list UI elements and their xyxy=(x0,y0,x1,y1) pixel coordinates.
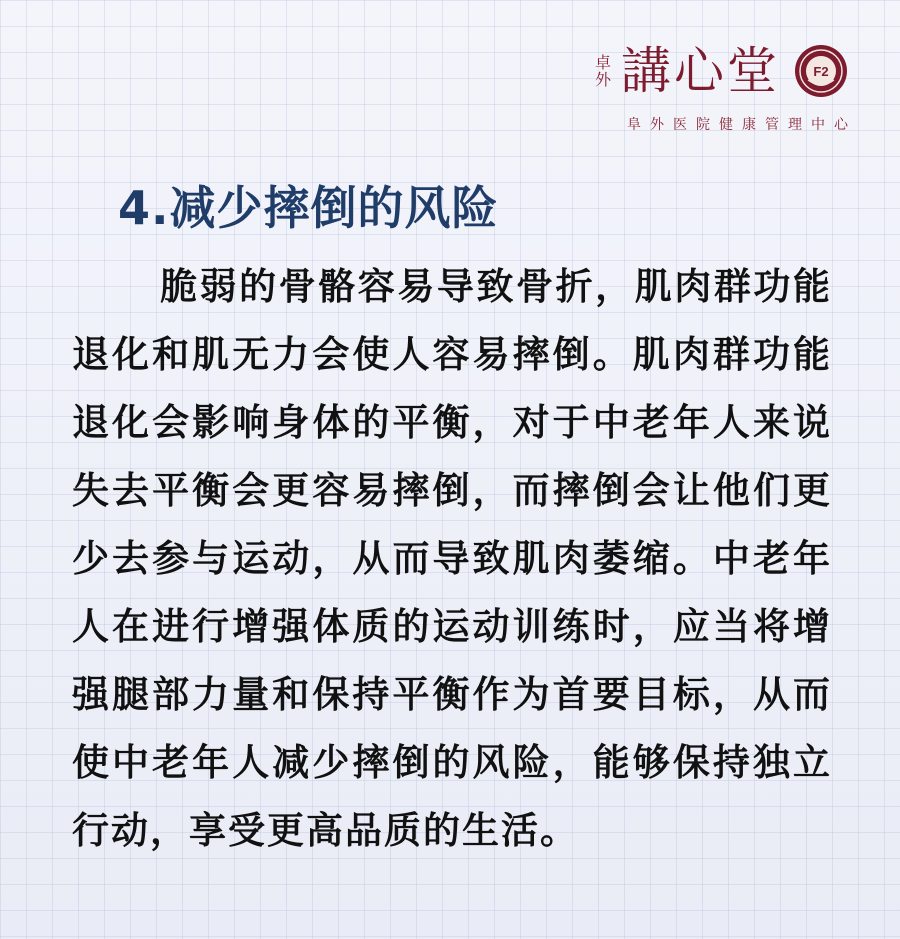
seal-label: F2 xyxy=(813,64,829,79)
brand-top-row xyxy=(578,40,848,102)
brand-subtitle: 阜外医院健康管理中心 xyxy=(627,117,857,133)
brand-small-mark xyxy=(595,54,611,88)
section-heading: 4.减少摔倒的风险 xyxy=(118,181,499,235)
brand-logo xyxy=(578,40,857,134)
body-paragraph: 脆弱的骨骼容易导致骨折，肌肉群功能退化和肌无力会使人容易摔倒。肌肉群功能退化会影响身体的平衡，对于中老年人来说失去平衡会更容易摔倒，而摔倒会让他们更少去参与运动，从而导致肌肉萎缩。中老年人在进行增强体质的运动训练时，应当将增强腿部力量和保持平衡作为首要目标，从而使中老年人减少摔倒的风险，能够保持独立行动，享受更高品质的生活。 xyxy=(72,264,832,852)
brand-name: 講心堂 xyxy=(621,42,780,100)
brand-small-mark-char: 外 xyxy=(594,70,611,89)
hospital-seal-icon xyxy=(794,44,848,98)
brand-small-mark-char: 卓 xyxy=(594,53,611,72)
